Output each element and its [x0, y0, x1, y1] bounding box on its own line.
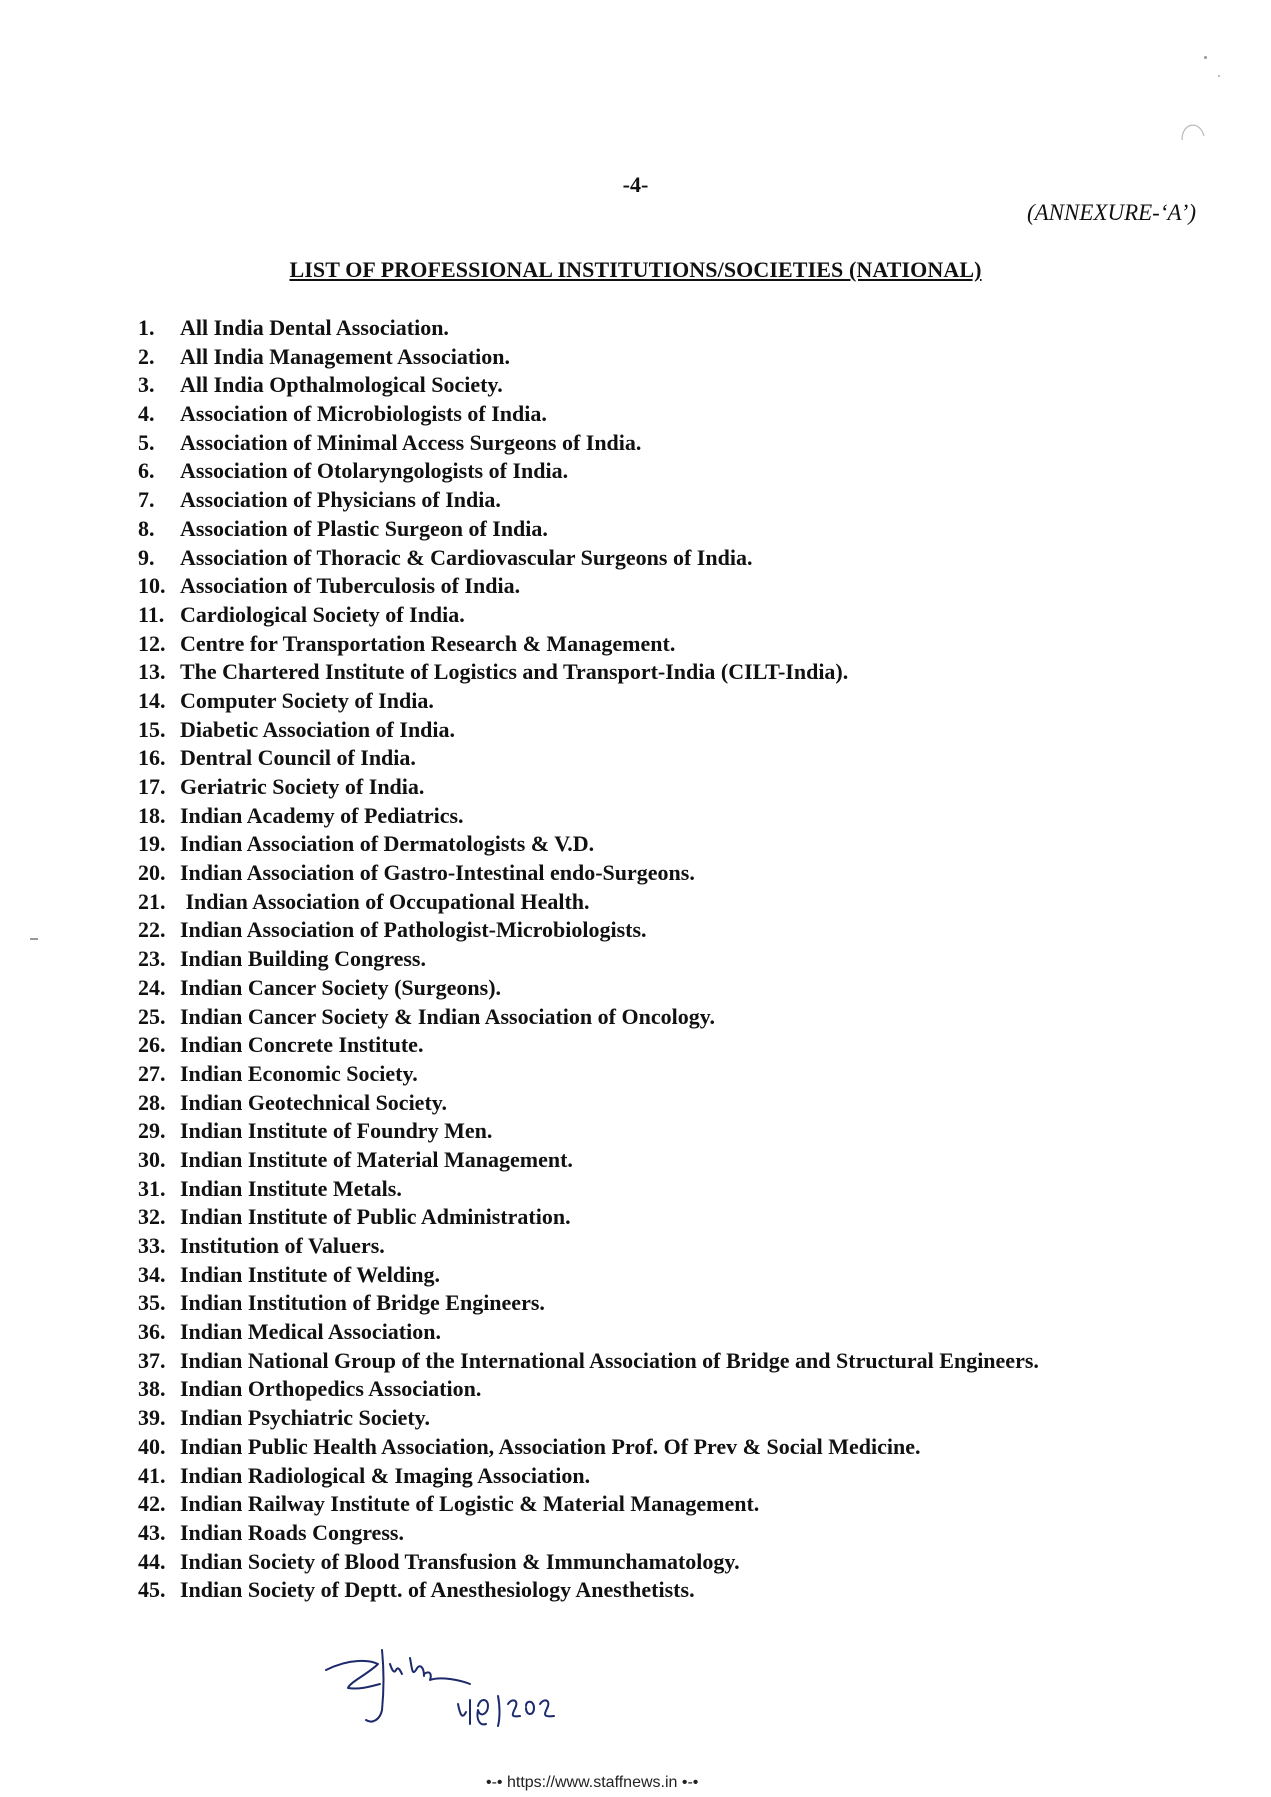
list-item — [138, 1175, 1039, 1204]
item-number: 13. — [138, 659, 166, 685]
item-name: Geriatric Society of India. — [180, 774, 425, 799]
list-item — [138, 544, 1039, 573]
list-item — [138, 859, 1039, 888]
list-item — [138, 515, 1039, 544]
item-name: Cardiological Society of India. — [180, 601, 465, 627]
item-name: Indian Institute of Material Management. — [180, 1146, 573, 1172]
list-item — [138, 1433, 1039, 1462]
item-number: 28. — [138, 1089, 166, 1115]
item-name: Institution of Valuers. — [180, 1233, 385, 1258]
list-item — [138, 601, 1039, 630]
list-item — [138, 744, 1039, 773]
item-name: All India Dental Association. — [180, 315, 449, 340]
list-item — [138, 658, 1039, 687]
item-number: 5. — [138, 429, 155, 455]
item-name: Association of Microbiologists of India. — [180, 401, 547, 427]
item-name: Indian Orthopedics Association. — [180, 1376, 482, 1402]
annexure-label: (ANNEXURE-‘A’) — [1026, 200, 1196, 225]
list-item — [138, 802, 1039, 831]
item-number: 10. — [138, 573, 166, 599]
item-name: Association of Plastic Surgeon of India. — [180, 515, 548, 541]
item-number: 39. — [138, 1405, 166, 1431]
item-number: 6. — [138, 458, 155, 484]
item-name: Indian Economic Society. — [180, 1060, 418, 1086]
list-item — [138, 400, 1039, 429]
list-item — [138, 916, 1039, 945]
item-name: Association of Otolaryngologists of India. — [180, 458, 569, 484]
list-item — [138, 486, 1039, 515]
item-name: Indian Railway Institute of Logistic & Material Management. — [180, 1491, 760, 1517]
item-number: 12. — [138, 630, 166, 656]
item-number: 23. — [138, 946, 166, 972]
list-item — [138, 457, 1039, 486]
list-item — [138, 429, 1039, 458]
list-item — [138, 1490, 1039, 1519]
item-name: Indian Cancer Society & Indian Association of Oncology. — [180, 1003, 715, 1029]
item-name: Indian Academy of Pediatrics. — [180, 802, 464, 828]
item-name: Indian Roads Congress. — [180, 1519, 404, 1545]
list-item — [138, 1347, 1039, 1376]
item-number: 34. — [138, 1261, 166, 1287]
item-name: Association of Physicians of India. — [180, 487, 501, 513]
item-number: 22. — [138, 917, 166, 943]
item-name: Indian Society of Deptt. of Anesthesiology Anesthetists. — [180, 1577, 695, 1603]
item-name: Indian Institute of Public Administration. — [180, 1204, 571, 1230]
item-name: Indian Radiological & Imaging Association. — [180, 1462, 591, 1488]
list-item — [138, 1003, 1039, 1032]
list-item — [138, 1232, 1039, 1261]
item-number: 24. — [138, 974, 166, 1000]
list-item — [138, 1117, 1039, 1146]
item-number: 4. — [138, 401, 155, 427]
list-item — [138, 1318, 1039, 1347]
footer-watermark: •-• https://www.staffnews.in •-• — [486, 1774, 699, 1791]
list-item — [138, 1060, 1039, 1089]
item-name: Diabetic Association of India. — [180, 716, 456, 742]
item-number: 7. — [138, 487, 155, 513]
item-name: Indian Institute of Foundry Men. — [180, 1118, 493, 1144]
list-item — [138, 343, 1039, 372]
item-name: Indian Psychiatric Society. — [180, 1405, 430, 1431]
item-name: Indian Association of Pathologist-Microbiologists. — [180, 917, 647, 943]
item-name: Indian Association of Gastro-Intestinal endo-Surgeons. — [180, 860, 695, 886]
list-item — [138, 572, 1039, 601]
item-number: 2. — [138, 343, 155, 369]
item-number: 19. — [138, 831, 166, 857]
item-name: Indian Institution of Bridge Engineers. — [180, 1290, 545, 1316]
item-name: Indian Society of Blood Transfusion & Immunchamatology. — [180, 1548, 740, 1574]
item-name: All India Management Association. — [180, 343, 511, 369]
item-name: Indian Institute Metals. — [180, 1175, 402, 1201]
list-item — [138, 1519, 1039, 1548]
list-item — [138, 1089, 1039, 1118]
item-name: The Chartered Institute of Logistics and Transport-India (CILT-India). — [180, 659, 849, 685]
list-item — [138, 1548, 1039, 1577]
item-number: 35. — [138, 1290, 166, 1316]
item-name: Indian Cancer Society (Surgeons). — [180, 974, 502, 1000]
item-number: 27. — [138, 1060, 166, 1086]
list-item — [138, 1462, 1039, 1491]
item-number: 25. — [138, 1003, 166, 1029]
list-item — [138, 830, 1039, 859]
institutions-list — [138, 314, 1039, 1605]
item-name: Indian Medical Association. — [180, 1319, 441, 1345]
item-number: 20. — [138, 860, 166, 886]
item-name: Association of Thoracic & Cardiovascular Surgeons of India. — [180, 544, 753, 570]
item-number: 33. — [138, 1233, 166, 1258]
list-item — [138, 1289, 1039, 1318]
item-number: 41. — [138, 1462, 166, 1488]
item-number: 15. — [138, 716, 166, 742]
list-item — [138, 630, 1039, 659]
item-name: Centre for Transportation Research & Management. — [180, 630, 676, 656]
list-item — [138, 1203, 1039, 1232]
list-item — [138, 1031, 1039, 1060]
item-name: All India Opthalmological Society. — [180, 372, 503, 398]
item-number: 14. — [138, 687, 166, 713]
item-number: 30. — [138, 1146, 166, 1172]
item-name: Indian Institute of Welding. — [180, 1261, 441, 1287]
list-item — [138, 314, 1039, 343]
list-item — [138, 716, 1039, 745]
list-item — [138, 1261, 1039, 1290]
item-number: 21. — [138, 888, 166, 914]
item-number: 9. — [138, 544, 155, 570]
item-name: Association of Tuberculosis of India. — [180, 573, 521, 599]
item-number: 3. — [138, 372, 155, 398]
item-number: 37. — [138, 1347, 166, 1373]
item-number: 31. — [138, 1175, 166, 1201]
item-name: Indian Building Congress. — [180, 946, 426, 972]
item-number: 16. — [138, 745, 166, 771]
item-name: Association of Minimal Access Surgeons of India. — [180, 429, 642, 455]
item-number: 38. — [138, 1376, 166, 1402]
document-title: LIST OF PROFESSIONAL INSTITUTIONS/SOCIETIES (NATIONAL) — [289, 257, 982, 282]
item-name: Indian Association of Dermatologists & V.D. — [180, 831, 595, 857]
scan-mark — [1176, 110, 1216, 150]
list-item — [138, 371, 1039, 400]
list-item — [138, 1146, 1039, 1175]
item-number: 45. — [138, 1577, 166, 1603]
item-name: Dentral Council of India. — [180, 745, 416, 771]
item-number: 1. — [138, 315, 155, 340]
list-item — [138, 1404, 1039, 1433]
list-item — [138, 945, 1039, 974]
item-name: Indian Concrete Institute. — [180, 1032, 424, 1058]
list-item — [138, 773, 1039, 802]
list-item — [138, 974, 1039, 1003]
scan-speck — [1204, 56, 1207, 59]
item-name: Indian Association of Occupational Health. — [180, 888, 590, 914]
item-number: 18. — [138, 802, 166, 828]
item-number: 29. — [138, 1118, 166, 1144]
item-name: Computer Society of India. — [180, 687, 434, 713]
list-item — [138, 888, 1039, 917]
item-number: 44. — [138, 1548, 166, 1574]
item-number: 42. — [138, 1491, 166, 1517]
handwritten-signature — [320, 1640, 660, 1790]
item-number: 43. — [138, 1519, 166, 1545]
item-number: 40. — [138, 1433, 166, 1459]
item-name: Indian Public Health Association, Association Prof. Of Prev & Social Medicine. — [180, 1433, 921, 1459]
scan-speck — [1218, 75, 1220, 77]
list-item — [138, 687, 1039, 716]
item-number: 36. — [138, 1319, 166, 1345]
item-number: 11. — [138, 601, 165, 627]
item-name: Indian National Group of the International Association of Bridge and Structural Engineers. — [180, 1347, 1039, 1373]
item-number: 17. — [138, 774, 166, 799]
item-name: Indian Geotechnical Society. — [180, 1089, 448, 1115]
item-number: 26. — [138, 1032, 166, 1058]
item-number: 8. — [138, 515, 155, 541]
list-item — [138, 1375, 1039, 1404]
item-number: 32. — [138, 1204, 166, 1230]
list-item — [138, 1576, 1039, 1605]
scan-speck — [30, 938, 38, 940]
page-number: -4- — [622, 172, 649, 197]
